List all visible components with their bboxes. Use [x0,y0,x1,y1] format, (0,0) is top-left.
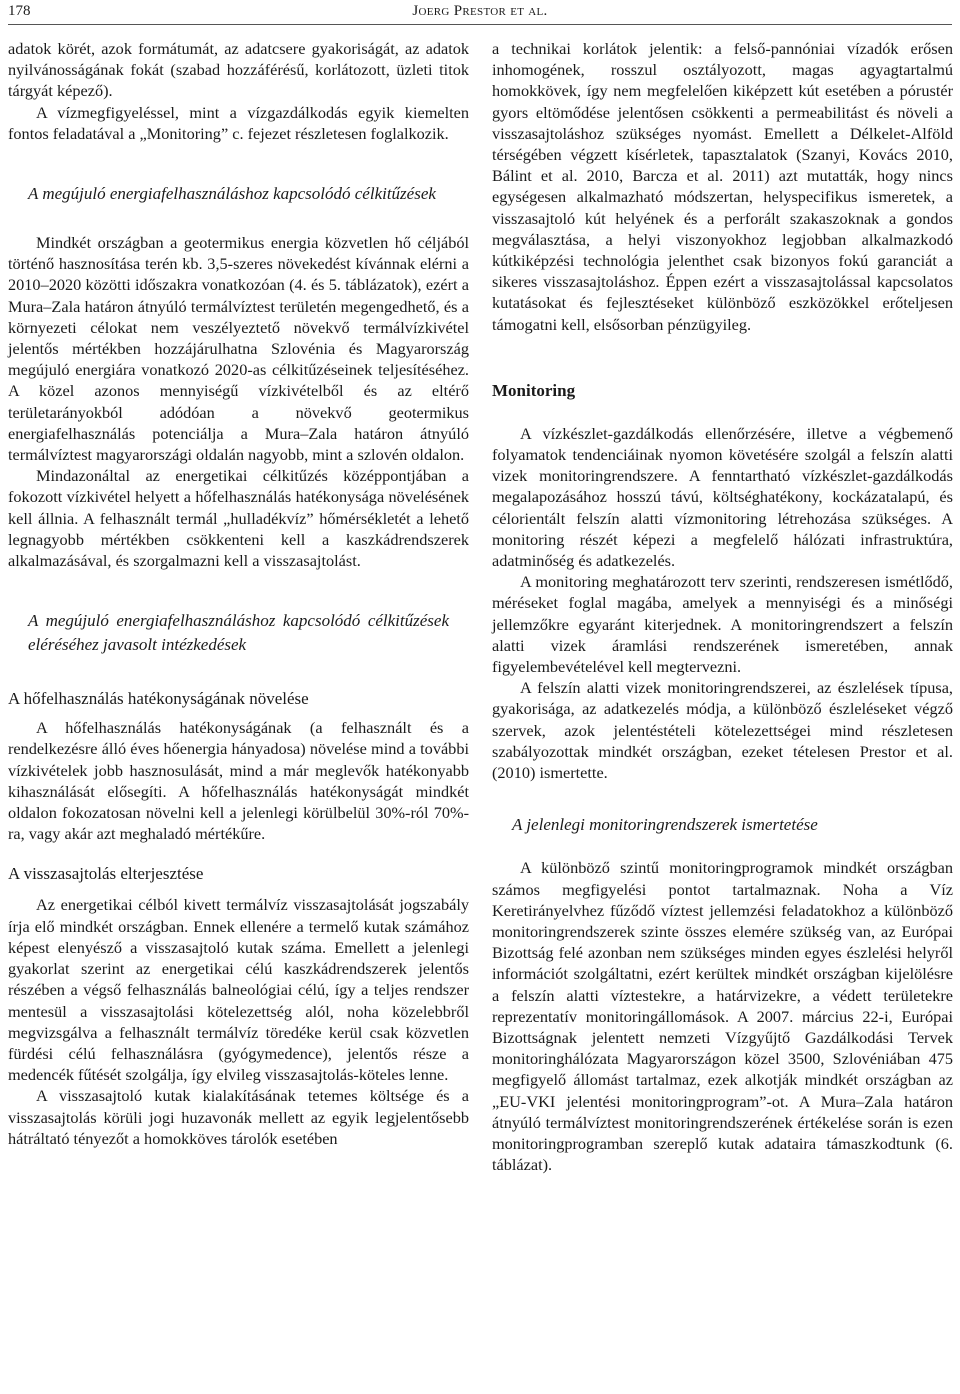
spacer [8,844,469,862]
spacer [492,335,953,379]
paragraph: Mindkét országban a geotermikus energia közvetlen hő céljából történő hasznosítása terén kb. 3,5-szeres növekedést kívánnak elérni a 2010–2020 közötti időszakra vonatkozóan (4. és 5. táblázatok), ezért a Mura–Zala határon átnyúló termálvíztest területén megengedhető, és a környezeti célokat nem veszélyeztető növekvő termálvízkivétel jelentős mértékben hozzájárulhatna Szlovénia és Magyarország megújuló energiára vonatkozó 2020-as célkitűzéseinek teljesítéséhez. A közel azonos mennyiségű vízkivételből és az eltérő területarányokból adódóan a növekvő geotermikus energiafelhasználás potenciálja a Mura–Zala határon átnyúló termálvíztest magyarországi oldalán nagyobb, mint a szlovén oldalon. [8,233,469,465]
section-heading: Monitoring [492,380,576,400]
section-heading: A megújuló energiafelhasználáshoz kapcsolódó célkitűzések [28,184,436,204]
paragraph: A vízmegfigyeléssel, mint a vízgazdálkodás egyik kiemelten fontos feladatával a „Monitoring” c. fejezet részletesen foglalkozik. [8,102,469,143]
paragraph: Mindazonáltal az energetikai célkitűzés középpontjában a fokozott vízkivétel helyett a hőfelhasználás hatékonysága növelésének kell állnia. A felhasznált termál „hulladékvíz” hőmérsékletét a lehető legnagyobb mértékben csökkenteni kell a kaszkádrendszerek alkalmazásával, és szorgalmazni kell a visszasajtolást. [8,466,469,571]
running-head-authors: Joerg Prestor et al. [412,3,548,19]
page-number: 178 [8,3,31,19]
subsection-heading: A jelenlegi monitoringrendszerek ismertetése [512,815,818,835]
paragraph: A hőfelhasználás hatékonyságának (a felhasznált és a rendelkezésre álló éves hőenergia hányadosa) növelése mind a további vízkivételek jobb hasznosulását, mind a már meglevők hatékonyabb kihasználását elősegíti. A hőfelhasználás hatékonyságát mindkét oldalon fokozatosan növelni kell a jelenlegi körülbelül 30%-ról 70%-ra, vagy akár azt meghaladó mértékűre. [8,718,469,844]
spacer [8,571,469,609]
spacer [8,657,469,687]
paragraph: adatok körét, azok formátumát, az adatcsere gyakoriságát, az adatok nyilvánosságának fokát (szabad hozzáférésű, korlátozott, üzleti titok tárgyát képező). [8,39,469,101]
paragraph: Az energetikai célból kivett termálvíz visszasajtolását jogszabály írja elő mindkét országban. Ennek ellenére a termelő kutak számához képest elenyésző a visszasajtoló kutak száma. Emellett a jelenlegi gyakorlat szerint az energetikai célú kaszkádrendszerek jelentős részében a végső felhasználás balneológiai célú, így a teljes rendszer mentesül a visszasajtolási kötelezettség alól, noha közelebbről megvizsgálva a felhasznált termálvíz töredéke kerül csak közvetlen fürdési célú felhasználásra (gyógymedence), jelentős része a medencék fűtését szolgálja, így elvileg visszasajtolás-köteles lenne. [8,895,469,1085]
header-rule [8,24,952,25]
left-column [8,38,469,1149]
spacer [492,837,953,857]
subsection-heading: A visszasajtolás elterjesztése [8,864,204,884]
spacer [8,144,469,182]
paragraph: A különböző szintű monitoringprogramok mindkét országban számos megfigyelési pontot tartalmaznak. Noha a Víz Keretirányelvhez fűződő víztest jellemzési feladatokhoz a különböző monitoringrendszerek szinte összes elemére szükség van, az Európai Bizottság felé azonban nem szükséges minden egyes észlelési helyről információt szolgáltatni, ezért kerültek mindkét országban kijelölésre a felszín alatti víztestekre, a határvizekre, a védett területekre reprezentatív monitoringállomások. A 2007. március 22-i, Európai Bizottságnak jelentett nemzeti Vízgyűjtő Gazdálkodási Tervek monitoringhálózata Magyarországon közel 3500, Szlovéniában 475 megfigyelő állomást tartalmaz, ezek alkotják mindkét országban az „EU-VKI jelentési monitoringprogram”-ot. A Mura–Zala határon átnyúló termálvíztest monitoringrendszerének értékelése során is ezen monitoringprogramban szereplő kutak adataira támaszkodtunk (6. táblázat). [492,858,953,1175]
section-heading: A megújuló energiafelhasználáshoz kapcsolódó célkitűzések eléréséhez javasolt intézkedések [28,611,449,655]
right-column [492,38,953,1175]
spacer [492,403,953,423]
paragraph: a technikai korlátok jelentik: a felső-pannóniai vízadók erősen inhomogének, rosszul osztályozott, magas agyagtartalmú homokkövek, így nem megfelelően kiképzett kút esetében a pórustér gyors eltömődése jelentősen csökkenti a permeabilitást és növeli a visszasajtoláshoz szükséges nyomást. Emellett a Délkelet-Alföld térségében végzett kísérletek, tapasztalatok (Szanyi, Kovács 2010, Bálint et al. 2010, Barcza et al. 2011) azt mutatták, hogy nincs egységesen alkalmazható módszertan, helyspecifikus ismeretek, a visszasajtoló kút helyének és a perforált szakaszoknak a gondos megválasztása, a helyi viszonyokhoz legjobban alkalmazkodó kútkiképzési technológia jelenthet csak bizonyos fokú garanciát a sikeres visszasajtoláshoz. Éppen ezért a visszasajtolással kapcsolatos kutatásokat és fejlesztéseket különböző eszközökkel erőteljesen támogatni kell, elsősorban pénzügyileg. [492,39,953,334]
paragraph: A vízkészlet-gazdálkodás ellenőrzésére, illetve a végbemenő folyamatok tendenciáinak nyomon követésére szolgál a felszín alatti vizek monitoringrendszere. A fenntartható vízkészlet-gazdálkodás megalapozásához hosszú távú, költséghatékony, kockázatalapú, és célorientált felszín alatti vízmonitoring létrehozása szükséges. A monitoring részét képezi a megfelelő hálózati infrastruktúra, adatminőség és adatkezelés. [492,423,953,571]
paragraph: A visszasajtoló kutak kialakításának tetemes költsége és a visszasajtolás körüli jogi huzavonák mellett az egyik legjelentősebb hátráltató tényezőt a homokköves tárolók esetében [8,1086,469,1148]
spacer [8,886,469,894]
paragraph: A felszín alatti vizek monitoringrendszerei, az észlelések típusa, gyakorisága, az adatkezelés módja, a különböző észleléseket végző szervek, azok jelentéstételi kötelezettségei mind részletesen szabályozottak mindkét országban, ezeket tételesen Prestor et al. (2010) ismertette. [492,678,953,783]
paragraph: A monitoring meghatározott terv szerinti, rendszeresen ismétlődő, méréseket foglal magába, amelyek a mennyiségi és a minőségi jellemzőkre egyaránt kiterjednek. A monitoringrendszert a felszín alatti vizek áramlási rendszerének ismeretében, annak figyelembevételével kell megtervezni. [492,572,953,677]
spacer [492,783,953,813]
subsection-heading: A hőfelhasználás hatékonyságának növelése [8,689,309,709]
spacer [8,206,469,232]
running-head [8,0,952,26]
